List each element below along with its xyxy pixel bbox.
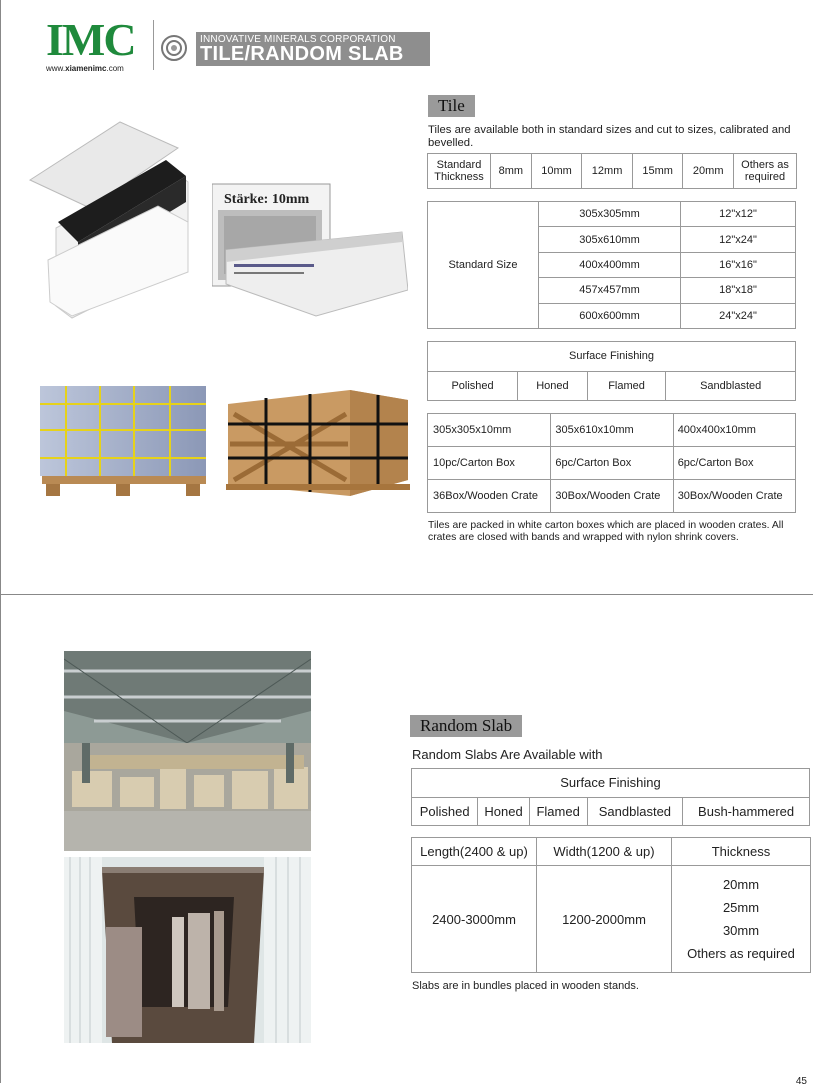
header-banner <box>196 32 430 66</box>
size-imperial: 18"x18" <box>681 278 796 303</box>
slab-note: Slabs are in bundles placed in wooden stands. <box>412 980 639 992</box>
packing-cell: 10pc/Carton Box <box>428 447 551 480</box>
slab-surface-table <box>411 768 810 826</box>
dimension-header: Length(2400 & up) <box>412 838 537 866</box>
thickness-cell: 15mm <box>632 154 683 189</box>
page-border <box>0 0 1 1083</box>
tile-packing-note: Tiles are packed in white carton boxes which are placed in wooden crates. All crates are closed with bands and wrapped with nylon shrink covers. <box>428 520 784 543</box>
header-separator <box>153 20 154 70</box>
tile-box-photo <box>28 110 200 322</box>
size-metric: 600x600mm <box>539 303 681 328</box>
tile-carton-photo <box>212 180 408 320</box>
container-photo <box>64 857 311 1043</box>
surface-header: Surface Finishing <box>428 342 796 372</box>
company-name: INNOVATIVE MINERALS CORPORATION <box>200 34 396 45</box>
dimension-header: Width(1200 & up) <box>537 838 672 866</box>
dimension-header: Thickness <box>672 838 811 866</box>
surface-option: Honed <box>518 371 588 401</box>
thickness-item: 20mm <box>722 877 760 892</box>
thickness-cell: 10mm <box>531 154 582 189</box>
thickness-label: Standard Thickness <box>428 154 491 189</box>
tile-wooden-crate-photo <box>226 384 410 504</box>
logo-url: www.xiamenimc.com <box>46 64 124 73</box>
tile-pallet-wrapped-photo <box>38 382 210 500</box>
surface-option: Bush-hammered <box>683 797 810 826</box>
warehouse-photo <box>64 651 311 851</box>
surface-option: Honed <box>478 797 529 826</box>
thickness-item: 30mm <box>722 923 760 938</box>
surface-option: Flamed <box>587 371 666 401</box>
size-imperial: 12"x12" <box>681 202 796 227</box>
thickness-others: Others as required <box>734 154 797 189</box>
width-value: 1200-2000mm <box>537 866 672 973</box>
tile-surface-table <box>427 341 796 401</box>
slab-dimension-table <box>411 837 811 973</box>
slab-intro: Random Slabs Are Available with <box>412 747 603 762</box>
thickness-item: 25mm <box>722 900 760 915</box>
packing-cell: 6pc/Carton Box <box>673 447 795 480</box>
thickness-values <box>672 866 811 973</box>
packing-cell: 6pc/Carton Box <box>551 447 673 480</box>
packing-table <box>427 413 796 513</box>
page-divider <box>0 594 813 595</box>
packing-cell: 30Box/Wooden Crate <box>673 480 795 513</box>
imc-logo: IMC <box>46 14 135 65</box>
page-number: 45 <box>795 1076 807 1087</box>
thickness-cell: 12mm <box>582 154 633 189</box>
thickness-table <box>427 153 797 189</box>
tile-intro: Tiles are available both in standard sizes and cut to sizes, calibrated and bevelled. <box>428 124 791 149</box>
length-value: 2400-3000mm <box>412 866 537 973</box>
thickness-item: Others as required <box>687 946 795 961</box>
size-metric: 400x400mm <box>539 252 681 277</box>
packing-cell: 36Box/Wooden Crate <box>428 480 551 513</box>
surface-option: Sandblasted <box>587 797 683 826</box>
size-imperial: 16"x16" <box>681 252 796 277</box>
standard-size-label: Standard Size <box>428 202 539 329</box>
size-metric: 305x610mm <box>539 227 681 252</box>
size-metric: 305x305mm <box>539 202 681 227</box>
surface-option: Polished <box>412 797 478 826</box>
packing-cell: 400x400x10mm <box>673 414 795 447</box>
packing-cell: 30Box/Wooden Crate <box>551 480 673 513</box>
surface-option: Flamed <box>529 797 587 826</box>
carton-label: Stärke: 10mm <box>224 192 310 207</box>
surface-option: Polished <box>428 371 518 401</box>
target-circle-icon <box>160 34 188 62</box>
packing-cell: 305x610x10mm <box>551 414 673 447</box>
size-metric: 457x457mm <box>539 278 681 303</box>
thickness-cell: 8mm <box>491 154 532 189</box>
size-imperial: 12"x24" <box>681 227 796 252</box>
section-title: TILE/RANDOM SLAB <box>200 43 404 65</box>
size-imperial: 24"x24" <box>681 303 796 328</box>
packing-cell: 305x305x10mm <box>428 414 551 447</box>
thickness-cell: 20mm <box>683 154 734 189</box>
surface-header: Surface Finishing <box>412 769 810 798</box>
slab-section-title: Random Slab <box>410 715 522 737</box>
surface-option: Sandblasted <box>666 371 796 401</box>
tile-section-title: Tile <box>428 95 475 117</box>
standard-size-table <box>427 201 796 329</box>
